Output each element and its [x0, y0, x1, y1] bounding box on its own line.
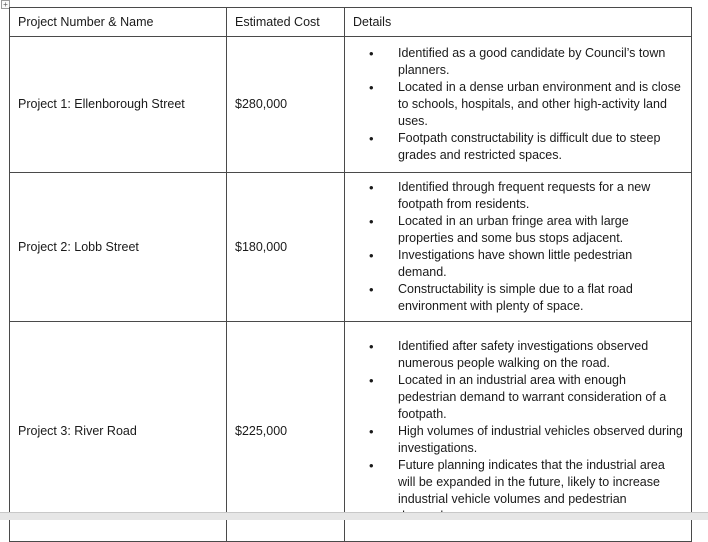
details-list	[353, 338, 683, 525]
header-project: Project Number & Name	[10, 8, 227, 37]
project-details	[345, 322, 692, 542]
project-cost: $280,000	[227, 37, 345, 173]
project-name: Project 1: Ellenborough Street	[10, 37, 227, 173]
project-cost: $225,000	[227, 322, 345, 542]
header-details: Details	[345, 8, 692, 37]
details-list	[353, 45, 683, 164]
table-row	[10, 322, 692, 542]
detail-item: • Identified through frequent requests for a new footpath from residents.	[353, 179, 683, 213]
detail-item: • Located in an industrial area with enough pedestrian demand to warrant consideration of a footpath.	[353, 372, 683, 423]
header-cost: Estimated Cost	[227, 8, 345, 37]
move-handle-icon[interactable]: +	[1, 0, 10, 9]
detail-item: • Constructability is simple due to a flat road environment with plenty of space.	[353, 281, 683, 315]
project-name: Project 2: Lobb Street	[10, 173, 227, 322]
projects-table	[9, 7, 692, 542]
table-row	[10, 173, 692, 322]
detail-item: • Footpath constructability is difficult due to steep grades and restricted spaces.	[353, 130, 683, 164]
detail-item: • Identified as a good candidate by Council’s town planners.	[353, 45, 683, 79]
project-details	[345, 37, 692, 173]
details-list	[353, 179, 683, 315]
table-row	[10, 37, 692, 173]
detail-item: • Located in a dense urban environment and is close to schools, hospitals, and other high-activity land uses.	[353, 79, 683, 130]
detail-item: • Investigations have shown little pedestrian demand.	[353, 247, 683, 281]
header-row	[10, 8, 692, 37]
project-cost: $180,000	[227, 173, 345, 322]
detail-item: • Identified after safety investigations observed numerous people walking on the road.	[353, 338, 683, 372]
project-name: Project 3: River Road	[10, 322, 227, 542]
detail-item: • Future planning indicates that the industrial area will be expanded in the future, likely to increase industrial vehicle volumes and pedestrian	[353, 457, 683, 525]
detail-item: • Located in an urban fringe area with large properties and some bus stops adjacent.	[353, 213, 683, 247]
project-details	[345, 173, 692, 322]
detail-item: • High volumes of industrial vehicles observed during investigations.	[353, 423, 683, 457]
